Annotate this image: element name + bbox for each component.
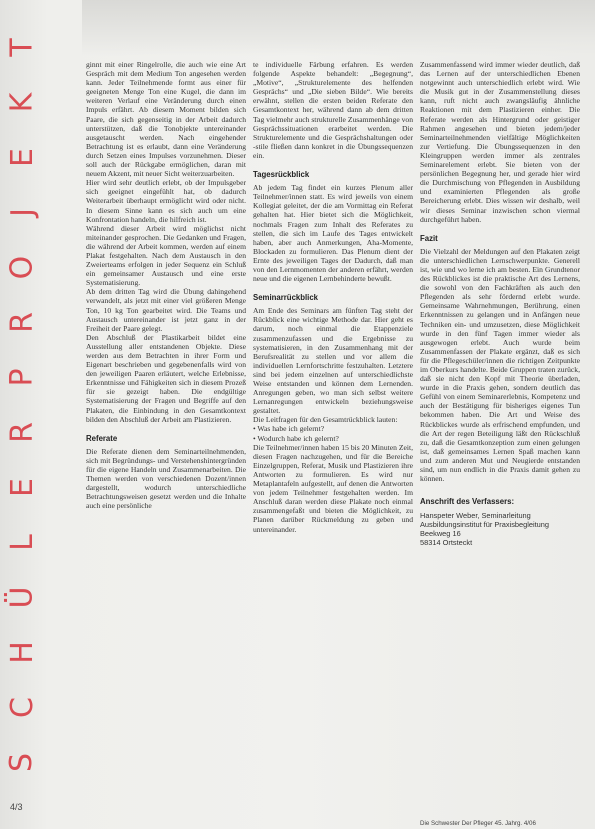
- vertical-title-letter: J: [4, 208, 40, 217]
- col2-paragraph-1: te individuelle Färbung erfahren. Es werden folgende Aspekte behandelt: „Begegnung“, „Motive“, „Strukturelemente des helfenden Gesprächs“ und „Die sieben Bilde“. Wie bereits erwähnt, stellen die ersten beiden Referate den Gesamtkontext her, während dann ab dem dritten Tag vielmehr auch strukturelle Zusammenhänge von Gesprächssituationen erarbeitet werden. Die Strukturelemente und die Gesprächshaltungen oder -stile fließen dann konkret in die Übungssequenzen ein.: [253, 60, 413, 160]
- heading-referate: Referate: [86, 433, 118, 443]
- vertical-title-letter: E: [4, 148, 40, 167]
- vertical-title-letters: [2, 20, 42, 790]
- column-1: [86, 60, 246, 511]
- author-block: [420, 497, 580, 547]
- col1-paragraph-5: Den Abschluß der Plastikarbeit bildet eine Ausstellung aller entstandenen Objekte. Diese werden aus dem Betrachten in ihrer Form und Eigenart beschrieben und gegebenenfalls wird von den jeweiligen Paaren erläutert, welche Erlebnisse, Erkenntnisse und Fähigkeiten sich in diesem Prozeß für sie gezeigt haben. Die endgültige Systematisierung der Fragen und Begriffe auf den Plakaten, die Einbindung in den Gesamtkontext bilden den Abschluß der Arbeit am Plastizieren.: [86, 332, 246, 424]
- author-line-1: Hanspeter Weber, Seminarleitung: [420, 511, 531, 521]
- col1-paragraph-1: ginnt mit einer Ringelrolle, die auch wie eine Art Gespräch mit dem Medium Ton angesehen werden kann. Jeder Teilnehmende formt aus einer für geeigneten Menge Ton eine Kugel, die dann im weiteren Verlauf eine Veränderung durch einen Impuls erfährt. Ab diesem Moment bilden sich Paare, die sich gegenseitig in der Arbeit dadurch unterstützen, daß die Tonobjekte untereinander ausgetauscht werden. Nach eingehender Betrachtung ist es erlaubt, dann eine Veränderung durch Setzen eines Impulses vorzunehmen. Dieser soll auch der Rückgabe ermöglichen, daran mit neuem Akzent, mit neuer Sicht weiterzuarbeiten.: [86, 60, 246, 179]
- vertical-title-letter: Ü: [4, 586, 40, 609]
- col1-paragraph-3: Während dieser Arbeit wird möglichst nicht miteinander gesprochen. Die Gedanken und Fragen, die während der Arbeit kommen, werden auf einem Plakat festgehalten. Nach dem Austausch in den Zweierteams erfolgen in jeder Sequenz ein Schluß ein gemeinsamer Austausch und eine erste Systematisierung.: [86, 223, 246, 288]
- header-band: [82, 0, 595, 56]
- vertical-title-letter: R: [4, 312, 40, 333]
- bullet-2: • Wodurch habe ich gelernt?: [253, 433, 339, 443]
- heading-seminarrueckblick: Seminarrückblick: [253, 293, 319, 303]
- col1-paragraph-4: Ab dem dritten Tag wird die Übung dahingehend verwandelt, als jetzt mit einer viel größeren Menge Ton, 10 kg Ton gearbeitet wird. Die Teams und Austausch untereinander ist jetzt ganz in der Freiheit der Paare gelegt.: [86, 287, 246, 333]
- author-line-4: 58314 Ortsteckt: [420, 538, 473, 548]
- vertical-title-letter: E: [4, 478, 40, 497]
- bullet-1: • Was habe ich gelernt?: [253, 424, 325, 434]
- seminarrueckblick-text: Am Ende des Seminars am fünften Tag steht der Rückblick eine wichtige Methode dar. Hier geht es darum, noch einmal die Etappenziele zusammenzufassen und die Ergebnisse zu systematisieren, in den Zusammenhang mit der Berufsrealität zu stellen und vor allem die individuellen Lernfortschritte festzuhalten. Letztere sind bei jedem einzelnen auf unterschiedlichste Weise entstanden und können dem Lernenden. Anregungen geben, wo man sich selbst weitere Lernanregungen entwickeln beziehungsweise gestaltet.: [253, 306, 413, 416]
- vertical-title: [2, 0, 42, 800]
- page-number: 4/3: [10, 802, 23, 812]
- vertical-title-letter: R: [4, 422, 40, 443]
- vertical-title-letter: S: [4, 752, 40, 773]
- referate-text: Die Referate dienen dem Seminarteilnehmenden, sich mit Begründungs- und Verstehenshintergründen für die eigene Handeln und Zusammenarbeiten. Die Themen werden von verschiedenen Dozent/innen dargestellt, wodurch unterschiedliche Betrachtungsweisen gesetzt werden und die Inhalte auch eine persönliche: [86, 446, 246, 511]
- heading-author: Anschrift des Verfassers:: [420, 497, 515, 507]
- fazit-text: Die Vielzahl der Meldungen auf den Plakaten zeigt die unterschiedlichen Lernschwerpunkte. Generell ist, wie und wo lerne ich am besten. Ein Grundtenor des Rückblickes ist die praktische Art des Lernens, die sowohl von den Fachkräften als auch den Pflegenden als sehr fördernd erlebt wurde. Gemeinsame Wahrnehmungen, Berührung, einen Erkenntnissen zu gelangen und in Anfängen neue Techniken ein- und umzusetzen, diese Möglichkeit wurde in den fünf Tagen immer wieder als ausgewogen erlebt. Auch wurde beim Zusammenfassen der Plakate ergänzt, daß es sich für die Pflegeschüler/innen die richtigen Zeitpunkte im Oberkurs handelte. Beide Gruppen traten zurück, daß sie nicht den Kopf mit Theorie überladen, wurde in die Praxis gehen, sondern deutlich das Gefühl von einem Seminarerlebnis, Kompetenz und auch der Bestätigung für bisheriges eigenes Tun bekommen haben. Die Art und Weise des Rückblickes wurde als erfrischend empfunden, und die Art der regen Beteiligung läßt den Rückschluß zu, daß die Gesamtkonzeption zum einen gelungen ist, daß gemeinsames Lernen Spaß machen kann und zum anderen Mut und Neugierde entstanden sind, um nun endlich in die Praxis damit gehen zu können.: [420, 246, 580, 484]
- vertical-title-letter: T: [4, 38, 40, 57]
- leitfragen-intro: Die Leitfragen für den Gesamtrückblick lauten:: [253, 415, 398, 425]
- column-2: [253, 60, 413, 534]
- author-line-3: Beekweg 16: [420, 529, 461, 539]
- vertical-title-letter: L: [4, 534, 40, 551]
- vertical-title-letter: C: [4, 697, 40, 718]
- col3-paragraph-1: Zusammenfassend wird immer wieder deutlich, daß das Lernen auf der unterschiedlichen Ebenen notgewinnt auch unterschiedlich erlebt wird. Wie die Musik gut in der Zusammenstellung dieses kann, ruft nicht auch zwangsläufig ähnliche Reaktionen mit dem Plastizieren einher. Die Referate werden als Hintergrund oder geistiger Rahmen angesehen und bieten jedem/jeder Seminarteilnehmenden vielfältige Möglichkeiten zur Vertiefung. Die Übungssequenzen in den Kleingruppen werden immer als zentrales Seminarelement erlebt. Sie bieten von der persönlichen Begegnung her, und gerade hier wird die Durchmischung von Pflegenden in Ausbildung und examinierten Pflegenden als große Bereicherung erlebt. Dies wissen wir deshalb, weil wir dieses Seminar inzwischen schon viermal durchgeführt haben.: [420, 60, 580, 224]
- col1-paragraph-2: Hier wird sehr deutlich erlebt, ob der Impulsgeber sich geeignet eingefühlt hat, ob dadurch Weiterarbeit überhaupt ermöglicht wird oder nicht. In diesem Sinne kann es sich auch um eine Konfrontation handeln, die hilfreich ist.: [86, 178, 246, 224]
- footer-line: Die Schwester Der Pfleger 45. Jahrg. 4/06: [420, 820, 536, 827]
- heading-fazit: Fazit: [420, 233, 438, 243]
- closing-text: Die Teilnehmer/innen haben 15 bis 20 Minuten Zeit, diesen Fragen nachzugehen, und für die Bereiche Einzelgruppen, Referat, Musik und Plastizieren ihre Antworten zu formulieren. Es wird nur Metaplantafeln aufgestellt, auf denen die Antworten von jedem Teilnehmer festgehalten werden. Im Anschluß daran werden diese Plakate noch einmal zusammengefaßt und bieten die Möglichkeit, zu Planen darüber Rückmeldung zu geben und untereinander.: [253, 442, 413, 534]
- vertical-title-letter: K: [4, 92, 40, 113]
- vertical-title-letter: O: [4, 255, 40, 280]
- tagesrueckblick-text: Ab jedem Tag findet ein kurzes Plenum aller Teilnehmer/innen statt. Es wird jeweils von einem Kollegiat geleitet, der die am Vormittag ein Referat gehalten hat. Hier bietet sich die Möglichkeit, nochmals Fragen zum Inhalt des Referates zu stellen, die sich im Laufe des Tages entwickelt haben, aber auch Anmerkungen, Aha-Momente, Blockaden zu formulieren. Das Plenum dient der Ernte des jeweiligen Tages der Dadurch, daß man von den Lernmomenten der anderen erfährt, werden neue und die eigenen Lernbehinderte bewußt.: [253, 183, 413, 284]
- heading-tagesrueckblick: Tagesrückblick: [253, 170, 310, 180]
- vertical-title-letter: P: [4, 368, 40, 387]
- author-line-2: Ausbildungsinstitut für Praxisbegleitung: [420, 520, 550, 530]
- vertical-title-letter: H: [4, 641, 40, 664]
- column-3: [420, 60, 580, 547]
